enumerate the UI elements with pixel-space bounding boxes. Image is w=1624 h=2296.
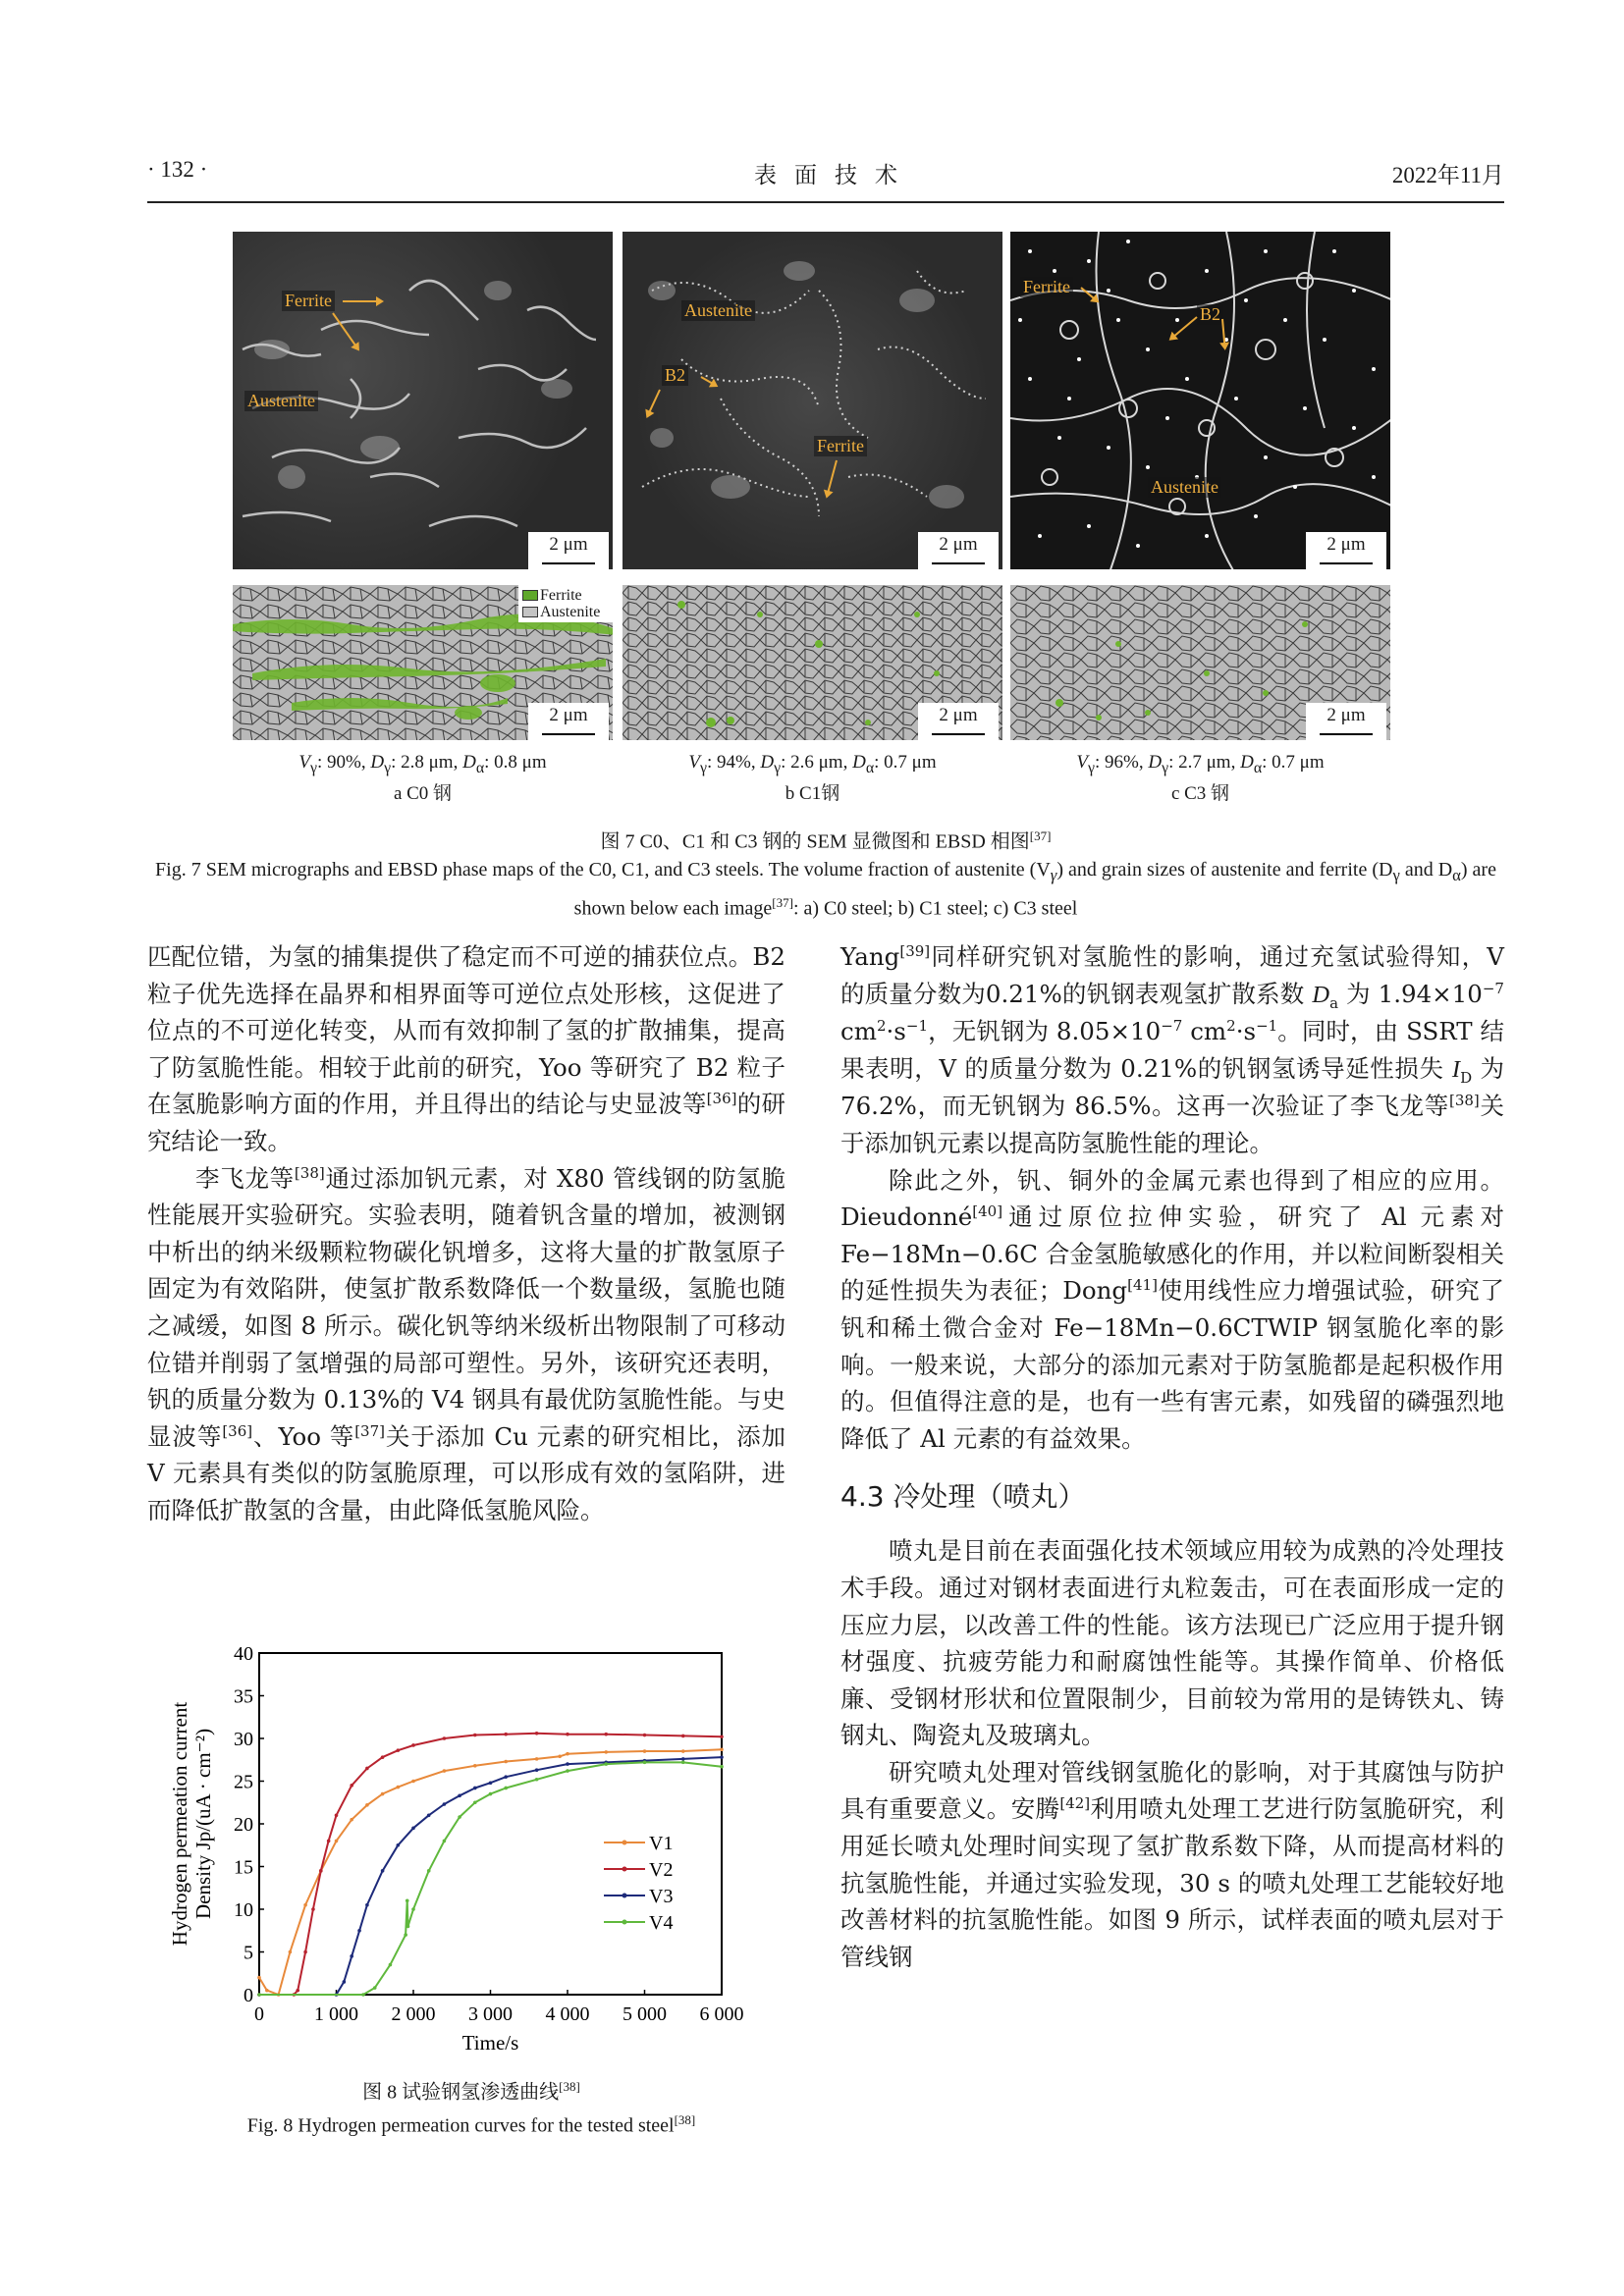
data-marker <box>681 1757 685 1761</box>
y-tick-label: 20 <box>234 1814 253 1836</box>
legend-item-austenite: Austenite <box>522 604 611 620</box>
data-marker <box>535 1778 539 1782</box>
label-b2: B2 <box>662 365 688 386</box>
data-marker <box>473 1764 477 1768</box>
data-marker <box>335 1840 339 1843</box>
data-marker <box>343 1980 347 1984</box>
x-tick-label: 0 <box>254 2003 264 2025</box>
data-marker <box>458 1815 461 1819</box>
paragraph: 除此之外，钒、铜外的金属元素也得到了相应的应用。Dieudonné[40]通过原位拉伸实验，研究了 Al 元素对 Fe−18Mn−0.6C 合金氢脆敏感化的作用，并以粒间断裂相关的延性损失为表征；Dong[41]使用线性应力增强试验，研究了钒和稀土微合金对 Fe−18Mn−0.6CTWIP 钢氢脆化率的影响。一般来说，大部分的添加元素对于防氢脆都是起积极作用的。但值得注意的是，也有一些有害元素，如残留的磷强烈地降低了 Al 元素的有益效果。 <box>840 1165 1505 1453</box>
y-tick-label: 5 <box>244 1942 253 1964</box>
scale-bar: 2 μm <box>918 532 999 569</box>
data-marker <box>397 1786 401 1789</box>
ebsd-phase-map-c3 <box>1010 585 1390 740</box>
scale-bar: 2 μm <box>528 703 609 740</box>
y-tick-label: 30 <box>234 1729 253 1750</box>
panel-c-label: c C3 钢 <box>1170 782 1230 804</box>
citation[interactable]: [37] <box>354 1421 385 1440</box>
ebsd-phase-map-c0 <box>233 585 613 740</box>
data-marker <box>535 1768 539 1772</box>
data-marker <box>681 1735 685 1738</box>
data-marker <box>681 1761 685 1765</box>
data-marker <box>473 1734 477 1737</box>
x-tick-label: 5 000 <box>623 2003 667 2025</box>
data-marker <box>397 1748 401 1752</box>
data-marker <box>504 1775 508 1779</box>
label-b2: B2 <box>1197 304 1223 325</box>
data-marker <box>365 1903 369 1907</box>
data-marker <box>350 1784 353 1788</box>
data-marker <box>381 1755 385 1759</box>
legend-label: V2 <box>649 1859 674 1881</box>
data-marker <box>643 1749 647 1753</box>
data-marker <box>720 1748 724 1752</box>
y-tick-label: 25 <box>234 1771 253 1793</box>
data-marker <box>361 1993 365 1997</box>
figure-8-caption-en: Fig. 8 Hydrogen permeation curves for the tested steel[38] <box>246 2111 696 2137</box>
ferrite-swatch <box>522 590 538 601</box>
data-marker <box>350 1818 353 1822</box>
data-marker <box>373 1986 377 1990</box>
data-marker <box>504 1733 508 1736</box>
hydrogen-permeation-chart <box>147 1639 795 2071</box>
data-marker <box>504 1787 508 1790</box>
data-marker <box>365 1803 369 1807</box>
figure-8-caption <box>147 2073 795 2139</box>
data-marker <box>350 1954 353 1958</box>
data-marker <box>365 1767 369 1771</box>
data-marker <box>443 1802 447 1806</box>
data-marker <box>303 1903 307 1907</box>
data-marker <box>443 1840 447 1843</box>
label-ferrite: Ferrite <box>814 436 867 456</box>
panel-a-label: a C0 钢 <box>393 782 453 804</box>
left-text-column <box>147 938 785 1529</box>
data-marker <box>335 1814 339 1818</box>
data-marker <box>427 1814 431 1818</box>
figure-7-caption-en: Fig. 7 SEM micrographs and EBSD phase maps of the C0, C1, and C3 steels. The volume fraction of austenite $(V_\gamma)$ and grain sizes of austenite and ferrite ($D_\gamma$ and $D_\alpha$) are shown below each image[37]: a) C0 steel; b) C1 steel; c) C3 steel <box>155 858 1496 920</box>
citation[interactable]: [42] <box>1059 1794 1091 1813</box>
data-marker <box>643 1761 647 1765</box>
section-heading: 4.3 冷处理（喷丸） <box>840 1480 1086 1514</box>
data-marker <box>489 1781 493 1785</box>
data-marker <box>604 1762 608 1766</box>
data-marker <box>558 1754 562 1758</box>
legend-label: V3 <box>649 1886 674 1907</box>
panel-c-caption <box>1010 750 1390 807</box>
panel-a-stats: $V_\gamma$: 90%, $D_\gamma$: 2.8 μm, $D_\alpha$: 0.8 μm <box>298 752 547 776</box>
data-marker <box>311 1907 315 1911</box>
issue-date: 2022年11月 <box>1391 163 1504 187</box>
data-marker <box>489 1792 493 1796</box>
data-marker <box>566 1733 569 1736</box>
scale-bar: 2 μm <box>1306 703 1386 740</box>
paragraph: 研究喷丸处理对管线钢氢脆化的影响，对于其腐蚀与防护具有重要意义。安腾[42]利用喷丸处理工艺进行防氢脆研究，利用延长喷丸处理时间实现了氢扩散系数下降，从而提高材料的抗氢脆性能，并通过实验发现，30 s 的喷丸处理工艺能较好地改善材料的抗氢脆性能。如图 9 所示，试样表面的喷丸层对于管线钢 <box>840 1757 1505 1971</box>
right-text-column <box>840 938 1504 1975</box>
running-header <box>147 157 1504 187</box>
legend-label: V1 <box>649 1833 674 1854</box>
panel-c-stats: $V_\gamma$: 96%, $D_\gamma$: 2.7 μm, $D_\alpha$: 0.7 μm <box>1076 752 1325 776</box>
data-marker <box>681 1749 685 1753</box>
data-marker <box>643 1734 647 1737</box>
header-rule <box>147 201 1504 203</box>
figure-7-caption-zh: 图 7 C0、C1 和 C3 钢的 SEM 显微图和 EBSD 相图[37] <box>600 828 1052 853</box>
paragraph: Yang[39]同样研究钒对氢脆性的影响，通过充氢试验得知，V 的质量分数为0.21%的钒钢表观氢扩散系数 $D_a$ 为 $1.94\times 10^{-7}$ $cm^2\cdot s^{-1}$，无钒钢为 $8.05\times 10^{-7}$ $cm^2\cdot s^{-1}$。同时，由 SSRT 结果表明，V 的质量分数为 0.21%的钒钢氢诱导延性损失 $I_D$ 为 76.2%，而无钒钢为 86.5%。这再一次验证了李飞龙等[38]关于添加钒元素以提高防氢脆性能的理论。 <box>840 942 1505 1157</box>
data-marker <box>257 1993 261 1997</box>
data-marker <box>389 1963 393 1967</box>
data-marker <box>327 1840 331 1843</box>
data-marker <box>381 1869 385 1873</box>
sem-micrograph-c3 <box>1010 232 1390 569</box>
sem-micrograph-c0 <box>233 232 613 569</box>
data-marker <box>406 1899 409 1903</box>
citation[interactable]: [38] <box>294 1163 325 1182</box>
data-marker <box>604 1750 608 1754</box>
data-marker <box>535 1757 539 1761</box>
data-marker <box>411 1827 415 1831</box>
data-marker <box>257 1976 261 1980</box>
data-marker <box>303 1950 307 1954</box>
data-marker <box>720 1765 724 1769</box>
data-marker <box>265 1989 269 1993</box>
data-marker <box>427 1869 431 1873</box>
data-marker <box>443 1769 447 1773</box>
data-marker <box>604 1733 608 1736</box>
y-tick-label: 35 <box>234 1685 253 1708</box>
scale-bar: 2 μm <box>528 532 609 569</box>
label-austenite: Austenite <box>1148 477 1221 498</box>
data-marker <box>566 1752 569 1756</box>
data-marker <box>473 1800 477 1804</box>
paragraph: 李飞龙等[38]通过添加钒元素，对 X80 管线钢的防氢脆性能展开实验研究。实验表明，随着钒含量的增加，被测钢中析出的纳米级颗粒物碳化钒增多，这将大量的扩散氢原子固定为有效陷阱，使氢扩散系数降低一个数量级，氢脆也随之减缓，如图 8 所示。碳化钒等纳米级析出物限制了可移动位错并削弱了氢增强的局部可塑性。另外，该研究还表明，钒的质量分数为 0.13%的 V4 钢具有最优防氢脆性能。与史显波等[36]、Yoo 等[37]关于添加 Cu 元素的研究相比，添加 V 元素具有类似的防氢脆原理，可以形成有效的氢陷阱，进而降低扩散氢的含量，由此降低氢脆风险。 <box>147 1163 786 1524</box>
y-axis-label: Hydrogen permeation current <box>168 1701 191 1947</box>
data-marker <box>357 1929 361 1933</box>
citation[interactable]: [39] <box>899 942 931 960</box>
citation[interactable]: [36] <box>222 1421 253 1440</box>
data-marker <box>397 1843 401 1847</box>
citation[interactable]: [41] <box>1127 1276 1158 1295</box>
data-marker <box>458 1793 461 1797</box>
data-marker <box>566 1769 569 1773</box>
arrow-icon <box>343 300 382 302</box>
panel-b-stats: $V_\gamma$: 94%, $D_\gamma$: 2.6 μm, $D_\alpha$: 0.7 μm <box>688 752 937 776</box>
data-marker <box>411 1907 415 1911</box>
x-tick-label: 6 000 <box>699 2003 744 2025</box>
sem-texture <box>623 232 1002 569</box>
scale-bar: 2 μm <box>1306 532 1386 569</box>
panel-a-caption <box>233 750 613 807</box>
sem-micrograph-c1 <box>623 232 1002 569</box>
data-marker <box>720 1755 724 1759</box>
x-tick-label: 1 000 <box>314 2003 358 2025</box>
legend-item-ferrite: Ferrite <box>522 587 611 604</box>
data-marker <box>289 1950 293 1954</box>
ebsd-phase-map-c1 <box>623 585 1002 740</box>
plot-frame <box>259 1653 722 1995</box>
legend-label: V4 <box>649 1912 674 1934</box>
y-axis-label: Density Jp/(uA · cm⁻²) <box>191 1728 215 1920</box>
data-marker <box>319 1869 323 1873</box>
data-marker <box>411 1780 415 1784</box>
data-marker <box>720 1735 724 1738</box>
x-tick-label: 4 000 <box>545 2003 590 2025</box>
scale-bar: 2 μm <box>918 703 999 740</box>
x-tick-label: 2 000 <box>391 2003 436 2025</box>
y-tick-label: 15 <box>234 1856 253 1879</box>
y-tick-label: 0 <box>244 1985 253 2006</box>
figure-8-caption-zh: 图 8 试验钢氢渗透曲线[38] <box>362 2079 580 2104</box>
citation[interactable]: [38] <box>1448 1092 1480 1110</box>
austenite-swatch <box>522 607 538 617</box>
phase-legend <box>518 585 613 622</box>
data-marker <box>535 1732 539 1735</box>
label-austenite: Austenite <box>244 391 318 411</box>
page-number: · 132 · <box>147 157 208 182</box>
citation[interactable]: [40] <box>972 1202 1003 1221</box>
label-ferrite: Ferrite <box>1020 277 1073 297</box>
data-marker <box>381 1792 385 1796</box>
paragraph: 喷丸是目前在表面强化技术领域应用较为成熟的冷处理技术手段。通过对钢材表面进行丸粒轰击，可在表面形成一定的压应力层，以改善工件的性能。该方法现已广泛应用于提升钢材强度、抗疲劳能力和耐腐蚀性能等。其操作简单、价格低廉、受钢材形状和位置限制少，目前较为常用的是铸铁丸、铸钢丸、陶瓷丸及玻璃丸。 <box>840 1536 1504 1750</box>
figure-7-caption <box>147 823 1504 922</box>
label-ferrite: Ferrite <box>282 291 335 311</box>
data-marker <box>473 1787 477 1790</box>
x-tick-label: 3 000 <box>468 2003 513 2025</box>
data-marker <box>406 1925 410 1929</box>
label-austenite: Austenite <box>681 300 755 321</box>
panel-b-label: b C1钢 <box>785 782 840 804</box>
journal-title: 表面技术 <box>754 163 915 187</box>
paragraph: 匹配位错，为氢的捕集提供了稳定而不可逆的捕获位点。B2 粒子优先选择在晶界和相界面等可逆位点处形核，这促进了位点的不可逆化转变，从而有效抑制了氢的扩散捕集，提高了防氢脆性能。相较于此前的研究，Yoo 等研究了 B2 粒子在氢脆影响方面的作用，并且得出的结论与史显波等[36]的研究结论一致。 <box>147 942 786 1155</box>
y-tick-label: 40 <box>234 1643 253 1665</box>
data-marker <box>443 1736 447 1740</box>
citation[interactable]: [36] <box>706 1090 737 1108</box>
data-marker <box>296 1989 299 1993</box>
data-marker <box>566 1762 569 1766</box>
y-tick-label: 10 <box>234 1899 253 1921</box>
data-marker <box>411 1743 415 1747</box>
x-axis-label: Time/s <box>461 2031 519 2055</box>
data-marker <box>504 1760 508 1764</box>
data-marker <box>404 1933 407 1937</box>
panel-b-caption <box>623 750 1002 807</box>
